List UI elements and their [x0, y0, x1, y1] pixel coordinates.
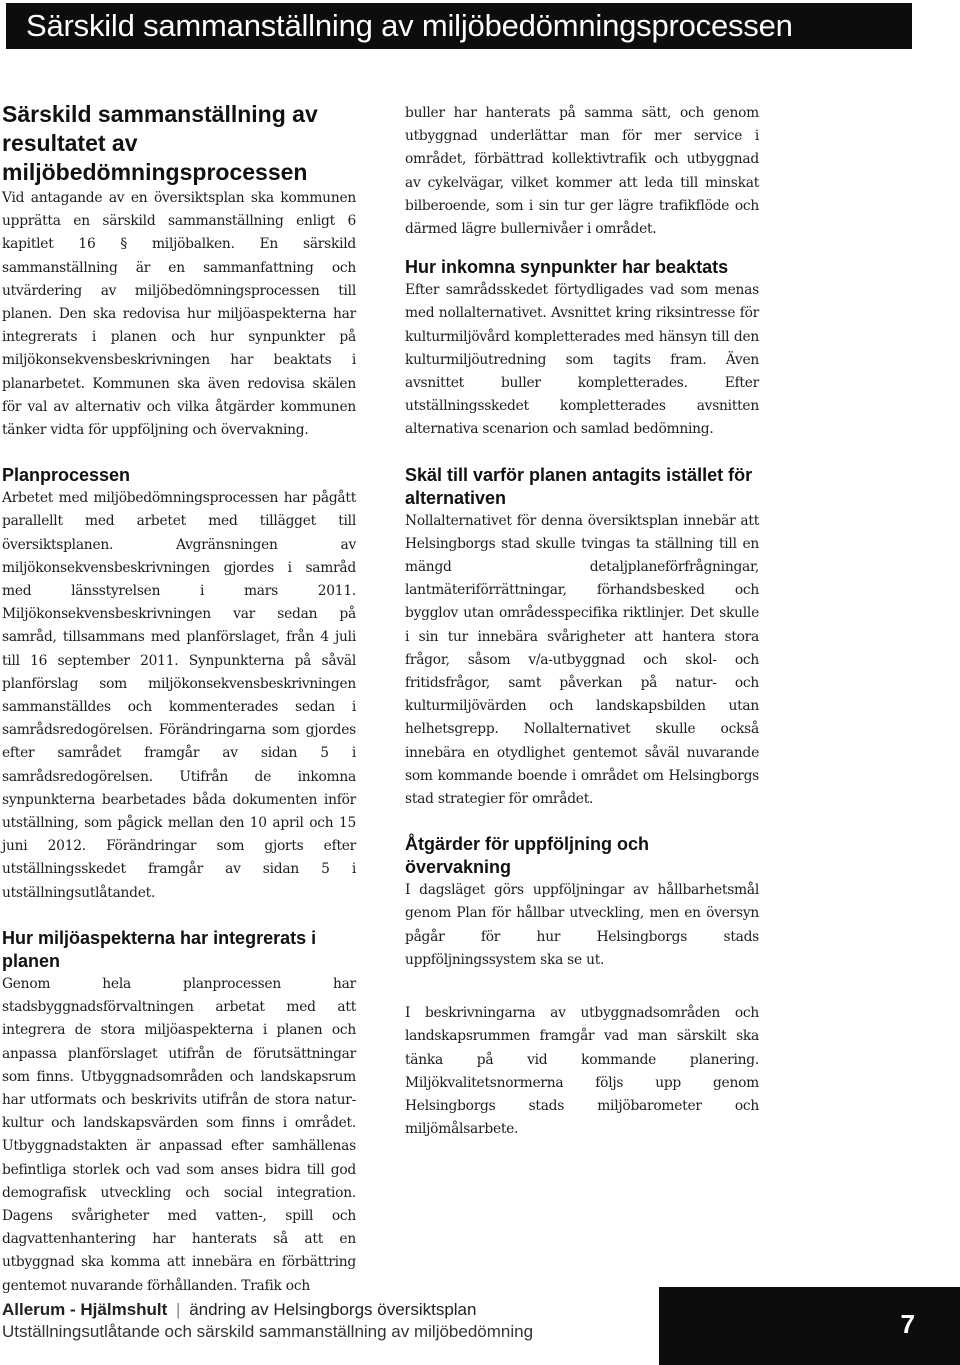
left-column — [2, 100, 356, 1298]
page-header — [6, 3, 912, 49]
atgarder-heading: Åtgärder för uppföljning och övervakning — [405, 834, 649, 878]
closing-paragraph: I beskrivningarna av utbyggnadsområden och landskapsrummen framgår vad man särskilt ska tänka på vid kommande planering. Miljökvalitetsnormerna följs upp genom Helsingborgs stads miljöbarometer och miljömålsarbete. — [405, 1005, 759, 1138]
planprocessen-heading: Planprocessen — [2, 465, 131, 486]
page-footer — [2, 1299, 642, 1343]
synpunkter-paragraph: Efter samrådsskedet förtydligades vad som menas med nollalternativet. Avsnittet kring riksintresse för kulturmiljövård kompletterades med hänsyn till den kulturmiljöutredning som tagits fram. Även avsnittet buller kompletterades. Efter utställningsskedet kompletterades avsnitten alternativa scenarion och samlad bedömning. — [405, 282, 759, 438]
page-title: Särskild sammanställning av miljöbedömningsprocessen — [26, 8, 793, 43]
footer-line-2: Utställningsutlåtande och särskild sammanställning av miljöbedömning — [2, 1322, 534, 1341]
skal-paragraph: Nollalternativet för denna översiktsplan innebär att Helsingborgs stad skulle tvingas ta ställning till en mängd detaljplaneförfrågningar, lantmäteriförrättningar, förhandsbesked och bygglov utan områdesspecifika riktlinjer. Det skulle i sin tur innebära svårigheter att hantera stora frågor, såsom v/a-utbyggnad och skol- och fritidsfrågor, samt påverkan på natur- och kulturmiljövärden och landskapsbilden utan helhetsgrepp. Nollalternativet skulle också innebära en otydlighet gentemot såväl nuvarande som kommande boende i området om Helsingborgs stad strategier för området. — [405, 512, 759, 808]
footer-line-1 — [2, 1299, 642, 1321]
planprocessen-paragraph: Arbetet med miljöbedömningsprocessen har pågått parallellt med arbetet med tillägget till översiktsplanen. Avgränsningen av miljökonsekvensbeskrivningen gjordes i samråd med länsstyrelsen i mars 2011. Miljökonsekvensbeskrivningen var sedan på samråd, tillsammans med planförslaget, från 4 juli till 16 september 2011. Synpunkterna på såväl planförslag som miljökonsekvensbeskrivningen sammanställdes och kommenterades sedan i samrådsredogörelsen. Förändringarna som gjordes efter samrådet framgår av sidan 5 i samrådsredogörelsen. Utifrån de inkomna synpunkterna bearbetades båda dokumenten inför utställning, som pågick mellan den 10 april och 15 juni 2012. Förändringar som gjorts efter utställningsskedet framgår av sidan 5 i utställningsutlåtandet. — [2, 490, 356, 901]
footer-subtitle: ändring av Helsingborgs översiktsplan — [189, 1300, 477, 1319]
integrerats-paragraph: Genom hela planprocessen har stadsbyggnadsförvaltningen arbetat med att integrera de stora miljöaspekterna i planen och anpassa planförslaget utifrån de förutsättningar som finns. Utbyggnadsområden och landskapsrum har utformats och beskrivits utifrån de stora natur- kultur och landskapsvärden som finns i området. Utbyggnadstakten är anpassad efter samhällenas befintliga storlek och vad som anses bidra till god demografisk utveckling och social integration. Dagens svårigheter med vatten-, spill och dagvattenhantering har hanterats så att en utbyggnad ska komma att innebära en förbättring gentemot nuvarande förhållanden. Trafik och — [2, 975, 356, 1294]
footer-separator: | — [176, 1300, 181, 1319]
atgarder-paragraph: I dagsläget görs uppföljningar av hållbarhetsmål genom Plan för hållbar utveckling, men en översyn pågår för hur Helsingborgs stads uppföljningssystem ska se ut. — [405, 882, 759, 968]
footer-project: Allerum - Hjälmshult — [2, 1300, 168, 1319]
synpunkter-heading: Hur inkomna synpunkter har beaktats — [405, 257, 729, 278]
intro-heading: Särskild sammanställning av resultatet av miljöbedömningsprocessen — [2, 101, 318, 185]
integrerats-heading: Hur miljöaspekterna har integrerats i planen — [2, 927, 317, 971]
page-number: 7 — [900, 1309, 915, 1339]
intro-paragraph: Vid antagande av en översiktsplan ska kommunen upprätta en särskild sammanställning enligt 6 kapitlet 16 § miljöbalken. En särskild sammanställning är en sammanfattning och utvärdering av miljöbedömningsprocessen till planen. Den ska redovisa hur miljöaspekterna har integrerats i planen och hur synpunkter på miljökonsekvensbeskrivningen har beaktats i planarbetet. Kommunen ska även redovisa skälen för val av alternativ och vilka åtgärder kommunen tänker vidta för uppföljning och övervakning. — [2, 190, 356, 439]
continued-paragraph: buller har hanterats på samma sätt, och genom utbyggnad underlättar man för mer service i området, förbättrad kollektivtrafik och utbyggnad av cykelvägar, vilket kommer att leda till minskat bilberoende, som i sin tur ger lägre trafikflöde och därmed lägre bullernivåer i området. — [405, 105, 759, 238]
page-number-box — [659, 1287, 960, 1365]
skal-heading: Skäl till varför planen antagits istället för alternativen — [405, 464, 753, 508]
right-column — [405, 102, 759, 1141]
